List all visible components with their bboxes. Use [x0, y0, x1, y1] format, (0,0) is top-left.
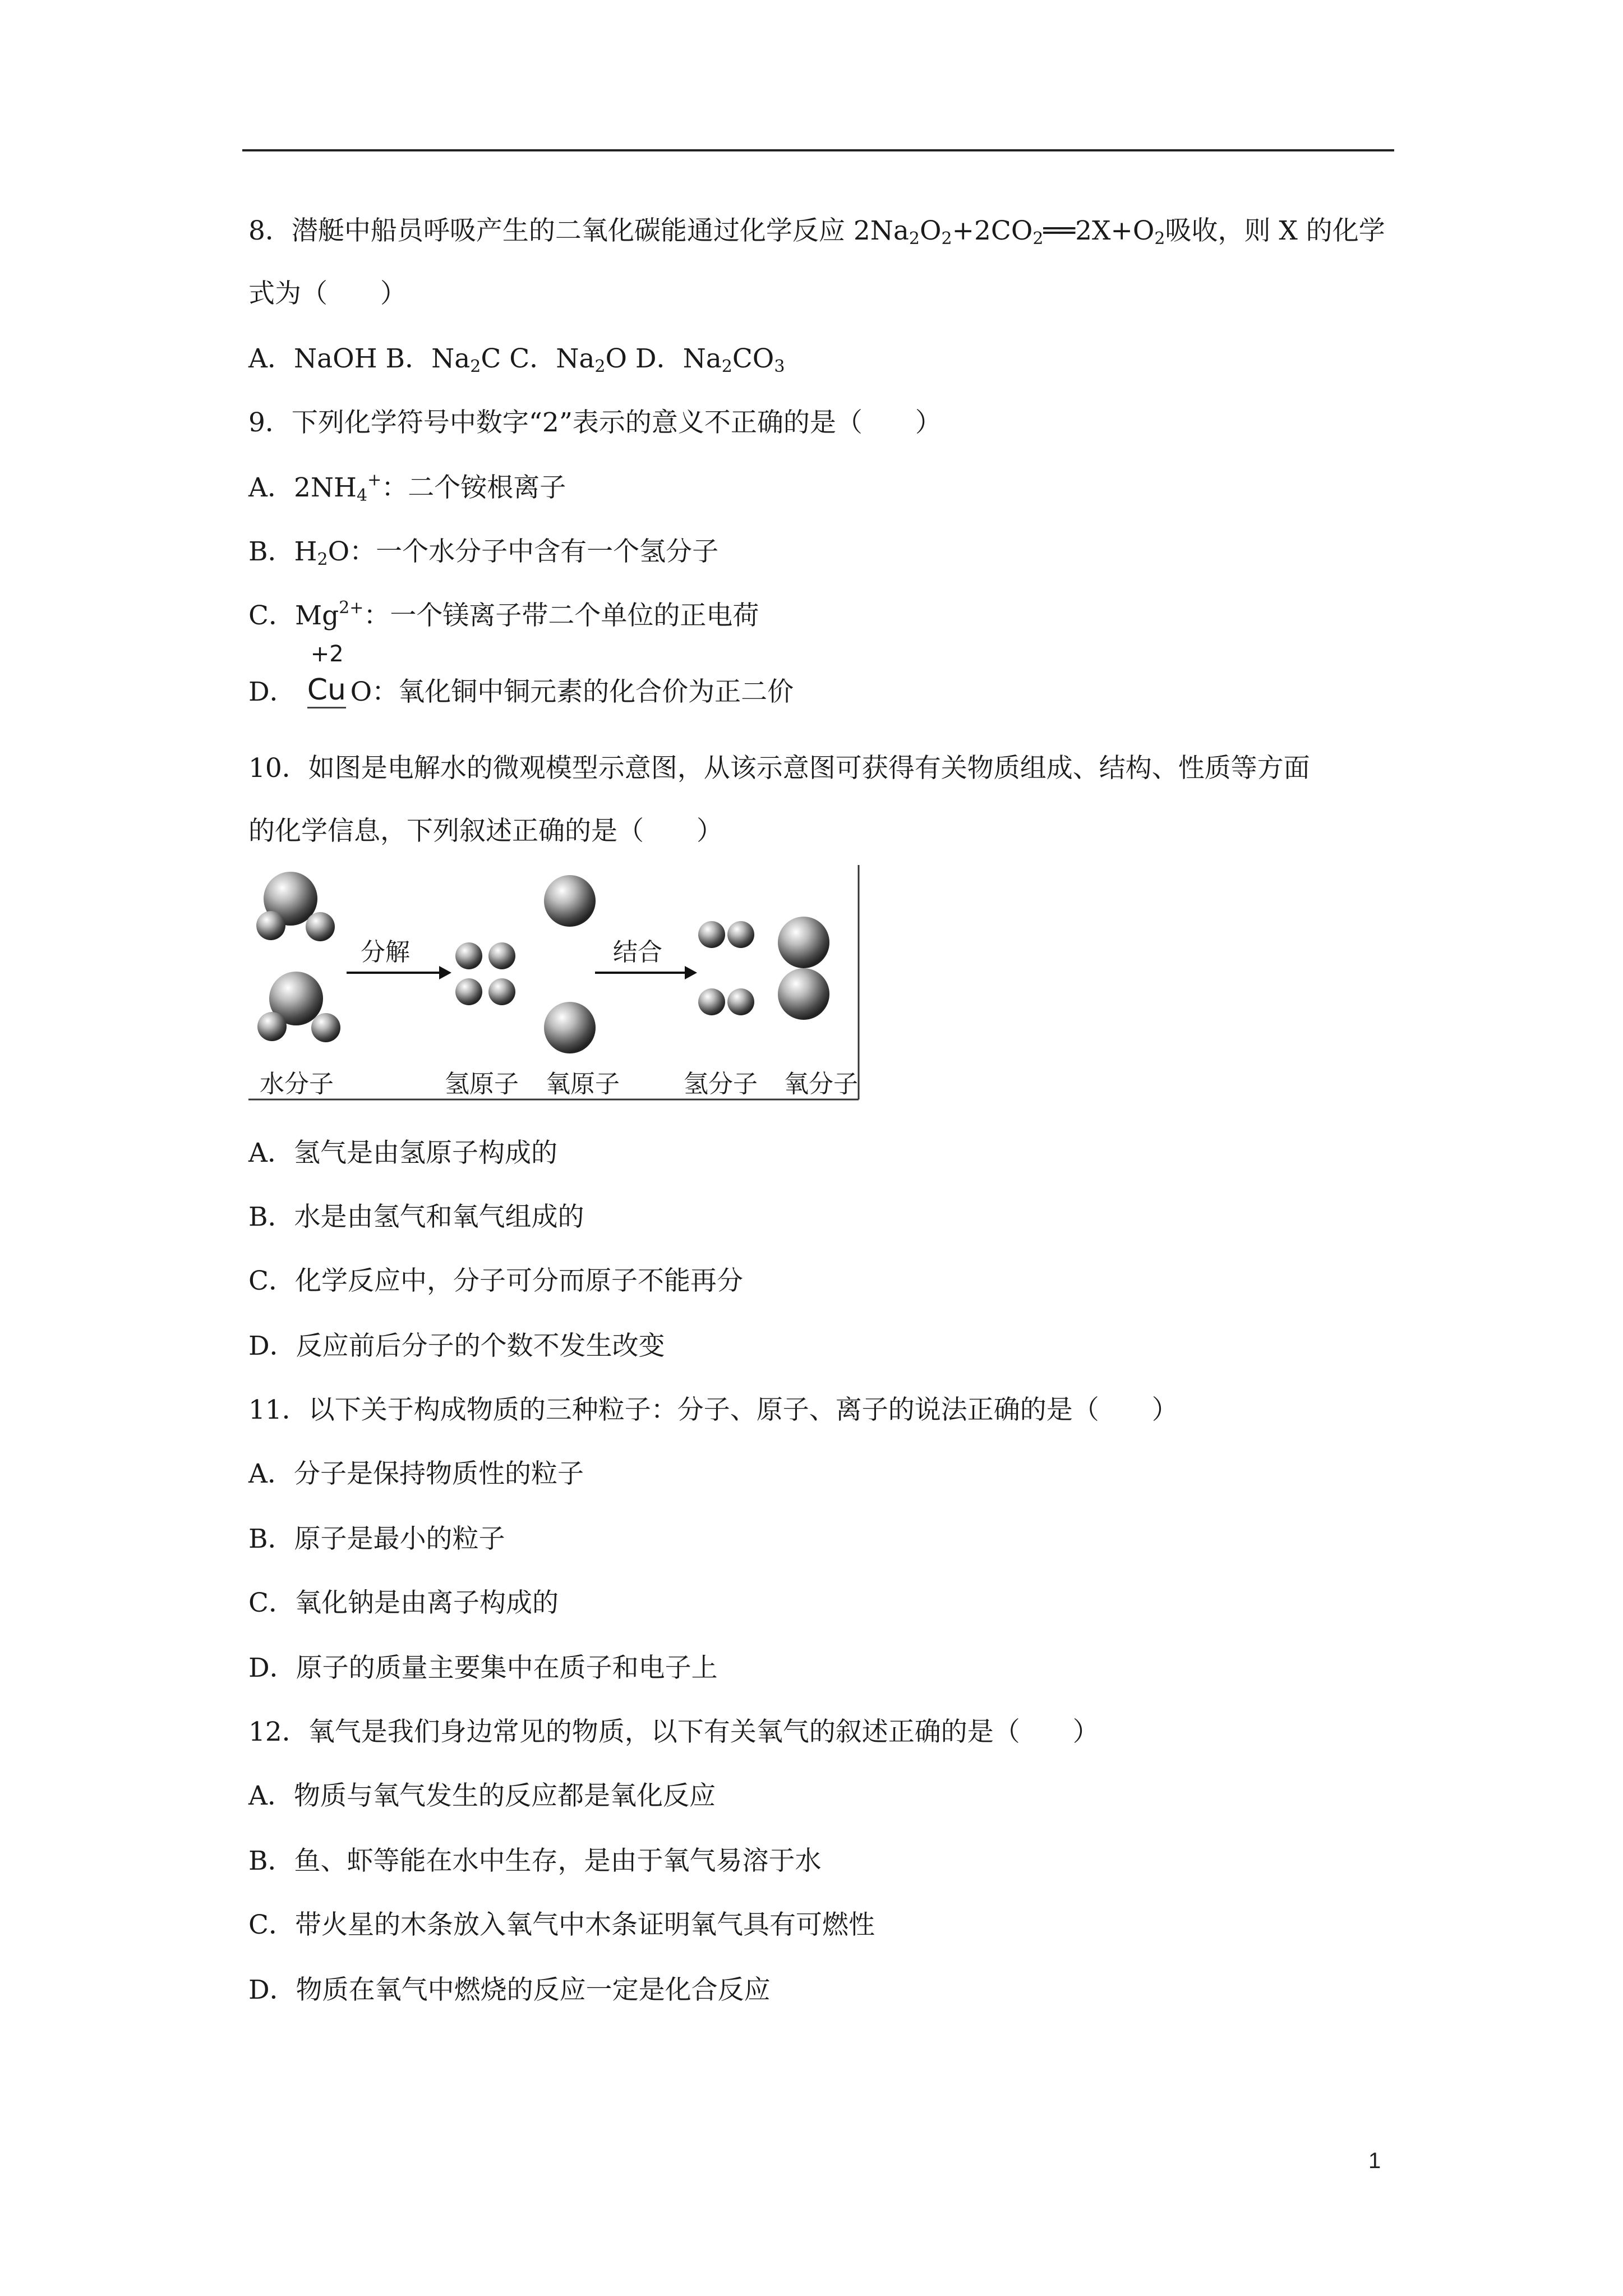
oxygen-molecule-icon: [778, 917, 829, 1020]
q10-option-b: B．水是由氢气和氧气组成的: [248, 1202, 584, 1232]
q12-option-d: D．物质在氧气中燃烧的反应一定是化合反应: [248, 1975, 771, 2005]
q11-option-a: A．分子是保持物质性的粒子: [248, 1458, 584, 1489]
caption-hydrogen-atom: 氢原子: [445, 1070, 519, 1098]
caption-oxygen-atom: 氧原子: [546, 1070, 620, 1098]
q9-option-c: C．$Mg^{2+}$：一个镁离子带二个单位的正电荷: [248, 598, 759, 631]
water-molecule-icon: [256, 872, 335, 941]
q9-option-d: D． +2 Cu O：氧化铜中铜元素的化合价为正二价: [248, 674, 794, 710]
q9-option-b: B．$H_2O$：一个水分子中含有一个氢分子: [248, 536, 719, 569]
q10-stem-line1: 10．如图是电解水的微观模型示意图，从该示意图可获得有关物质组成、结构、性质等方面: [248, 753, 1310, 784]
arrow1-label: 分解: [361, 938, 410, 967]
page-number: 1: [1368, 2148, 1381, 2173]
caption-hydrogen-molecule: 氢分子: [684, 1070, 758, 1098]
electrolysis-model-figure: [248, 865, 860, 1101]
oxygen-atoms-icon: [544, 875, 596, 1053]
q12-option-c: C．带火星的木条放入氧气中木条证明氧气具有可燃性: [248, 1910, 875, 1940]
valence-notation: +2 Cu: [307, 674, 342, 710]
q9-option-a: A．$2NH_4^+$：二个铵根离子: [248, 470, 566, 505]
q12-stem: 12．氧气是我们身边常见的物质，以下有关氧气的叙述正确的是（ ）: [248, 1717, 1099, 1747]
q11-option-b: B．原子是最小的粒子: [248, 1524, 505, 1554]
decompose-arrow-icon: [347, 938, 451, 979]
q10-stem-line2: 的化学信息，下列叙述正确的是（ ）: [248, 816, 723, 846]
q10-option-d: D．反应前后分子的个数不发生改变: [248, 1331, 665, 1361]
q8-options: A．NaOH B．$Na_2C$ C．$Na_2O$ D．$Na_2CO_3$: [248, 343, 785, 376]
caption-oxygen-molecule: 氧分子: [784, 1070, 858, 1098]
q8-stem-line1: 8．潜艇中船员呼吸产生的二氧化碳能通过化学反应 $2Na_2O_2+2CO_2══2X+O_2$吸收，则 X 的化学: [248, 215, 1385, 249]
q9-stem: 9．下列化学符号中数字“2”表示的意义不正确的是（ ）: [248, 407, 942, 438]
q11-stem: 11．以下关于构成物质的三种粒子：分子、原子、离子的说法正确的是（ ）: [248, 1395, 1178, 1425]
q8-stem-line2: 式为（ ）: [248, 278, 407, 309]
caption-water-molecule: 水分子: [260, 1070, 334, 1098]
header-rule: [242, 149, 1394, 151]
q12-option-b: B．鱼、虾等能在水中生存，是由于氧气易溶于水: [248, 1846, 822, 1876]
hydrogen-molecules-icon: [698, 921, 754, 1015]
combine-arrow-icon: [595, 938, 697, 979]
q12-option-a: A．物质与氧气发生的反应都是氧化反应: [248, 1780, 716, 1811]
hydrogen-atoms-icon: [455, 942, 515, 1005]
q11-option-c: C．氧化钠是由离子构成的: [248, 1588, 559, 1618]
water-molecule-icon: [257, 972, 340, 1042]
q10-option-a: A．氢气是由氢原子构成的: [248, 1138, 557, 1168]
q11-option-d: D．原子的质量主要集中在质子和电子上: [248, 1653, 718, 1683]
q10-option-c: C．化学反应中，分子可分而原子不能再分: [248, 1266, 743, 1296]
arrow2-label: 结合: [613, 938, 662, 967]
